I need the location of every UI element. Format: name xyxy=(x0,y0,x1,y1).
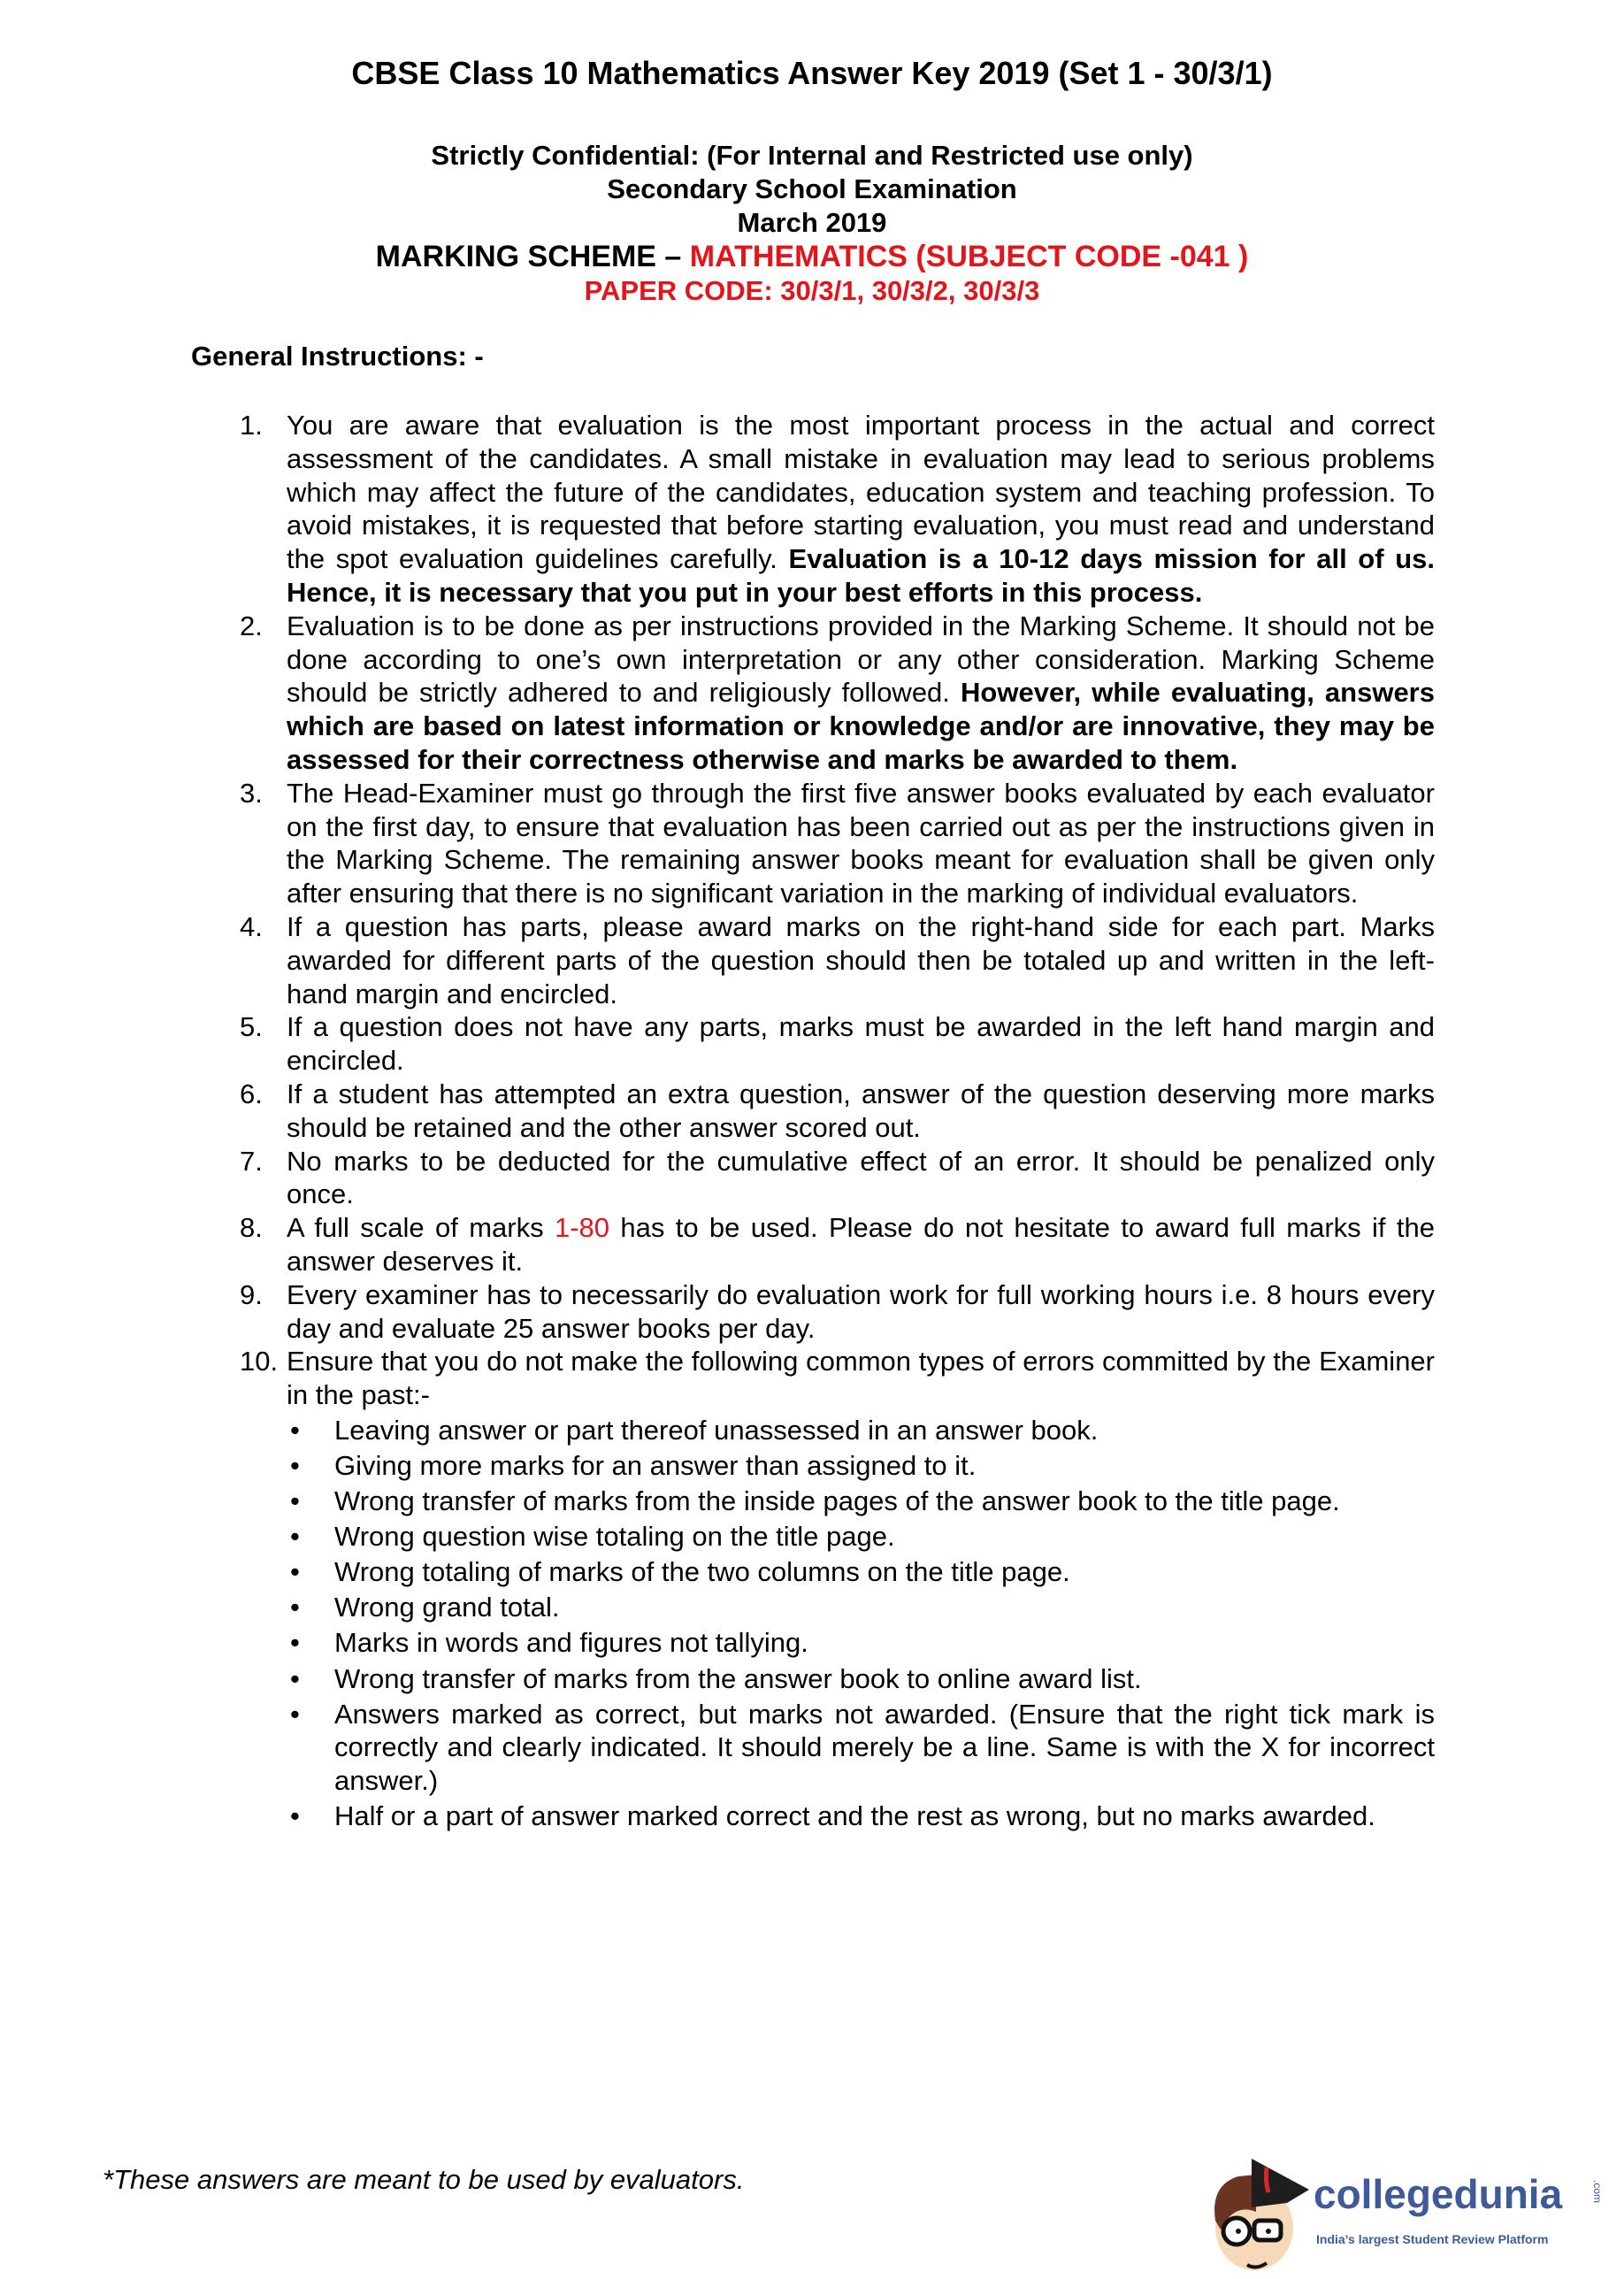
bullet-icon: • xyxy=(290,1698,300,1730)
item-text: You are aware that evaluation is the most important process in the actual and correct assessment of the candidates. A small mistake in evaluation may lead to serious problems which may affect the future of the candidates, education system and teaching profession. To avoid mistakes, it is requested that before starting evaluation, you must read and understand the spot evaluation guidelines carefully. xyxy=(287,410,1435,575)
item-text: A full scale of marks xyxy=(287,1212,555,1244)
item-number: 5. xyxy=(240,1011,263,1043)
item-number: 9. xyxy=(240,1278,263,1310)
error-text: Wrong transfer of marks from the inside pages of the answer book to the title page. xyxy=(334,1485,1340,1517)
item-text: Evaluation is to be done as per instructions provided in the Marking Scheme. It should not be done according to one’s own interpretation or any other consideration. Marking Scheme should be strictly adhered to and religiously followed. xyxy=(287,610,1435,709)
error-item xyxy=(287,1591,1435,1624)
error-item xyxy=(287,1414,1435,1447)
logo-com: .com xyxy=(1591,2180,1604,2204)
item-text: The Head-Examiner must go through the first five answer books evaluated by each evaluator on the first day, to ensure that evaluation has been carried out as per the instructions given in the Marking Scheme. The remaining answer books meant for evaluation shall be given only after ensuring that there is no significant variation in the marking of individual evaluators. xyxy=(287,777,1435,909)
instruction-item xyxy=(240,1345,1435,1833)
error-text: Wrong totaling of marks of the two columns on the title page. xyxy=(334,1556,1070,1588)
paper-code: PAPER CODE: 30/3/1, 30/3/2, 30/3/3 xyxy=(584,275,1040,306)
error-item xyxy=(287,1485,1435,1518)
item-number: 3. xyxy=(240,777,263,809)
logo-tagline: India’s largest Student Review Platform xyxy=(1316,2232,1549,2246)
bullet-icon: • xyxy=(290,1556,300,1588)
item-number: 2. xyxy=(240,610,263,641)
item-text: If a question has parts, please award marks on the right-hand side for each part. Marks awarded for different parts of the question should then be totaled up and written in the left-hand margin and encircled. xyxy=(287,910,1435,1009)
item-text: If a question does not have any parts, marks must be awarded in the left hand margin and encircled. xyxy=(287,1011,1435,1077)
item-bold-text: Evaluation is a 10-12 days mission for all of us. Hence, it is necessary that you put in your best efforts in this process. xyxy=(287,543,1435,608)
error-text: Giving more marks for an answer than assigned to it. xyxy=(334,1450,977,1481)
marks-range: 1-80 xyxy=(554,1212,610,1244)
error-text: Wrong question wise totaling on the title page. xyxy=(334,1521,895,1553)
error-item xyxy=(287,1555,1435,1589)
item-text: If a student has attempted an extra question, answer of the question deserving more marks should be retained and the other answer scored out. xyxy=(287,1078,1435,1143)
confidential-line: Strictly Confidential: (For Internal and Restricted use only) xyxy=(431,140,1193,171)
subject-code: MATHEMATICS (SUBJECT CODE -041 ) xyxy=(689,240,1249,273)
footer-note: *These answers are meant to be used by evaluators. xyxy=(103,2164,745,2195)
error-item xyxy=(287,1799,1435,1833)
item-number: 8. xyxy=(240,1212,263,1244)
error-text: Marks in words and figures not tallying. xyxy=(334,1627,808,1659)
error-text: Half or a part of answer marked correct and the rest as wrong, but no marks awarded. xyxy=(334,1800,1375,1832)
item-text: No marks to be deducted for the cumulative effect of an error. It should be penalized only once. xyxy=(287,1145,1435,1210)
error-text: Leaving answer or part thereof unassessed in an answer book. xyxy=(334,1414,1099,1446)
item-number: 1. xyxy=(240,410,263,441)
instruction-item xyxy=(240,1078,1435,1145)
collegedunia-logo xyxy=(1203,2150,1615,2274)
item-number: 6. xyxy=(240,1078,263,1109)
logo-wordmark: collegedunia xyxy=(1314,2171,1563,2217)
instruction-item xyxy=(240,1278,1435,1346)
exam-month: March 2019 xyxy=(737,207,887,238)
marking-scheme-line xyxy=(0,240,1624,274)
error-item xyxy=(287,1662,1435,1696)
bullet-icon: • xyxy=(290,1414,300,1446)
item-number: 7. xyxy=(240,1145,263,1177)
bullet-icon: • xyxy=(290,1450,300,1481)
item-number: 10. xyxy=(240,1346,279,1377)
instruction-item xyxy=(240,610,1435,777)
bullet-icon: • xyxy=(290,1627,300,1659)
error-text: Wrong transfer of marks from the answer book to online award list. xyxy=(334,1662,1142,1694)
error-item xyxy=(287,1626,1435,1660)
instruction-item xyxy=(240,1211,1435,1278)
instruction-item xyxy=(240,777,1435,910)
error-item xyxy=(287,1698,1435,1798)
item-number: 4. xyxy=(240,910,263,942)
bullet-icon: • xyxy=(290,1800,300,1832)
bullet-icon: • xyxy=(290,1592,300,1623)
item-bold-text: However, while evaluating, answers which are based on latest information or knowledge and/or are innovative, they may be assessed for their correctness otherwise and marks be awarded to them. xyxy=(287,677,1435,775)
mascot-icon xyxy=(1203,2150,1314,2274)
exam-name: Secondary School Examination xyxy=(607,173,1017,204)
instruction-item xyxy=(240,409,1435,610)
instruction-item xyxy=(240,910,1435,1010)
marking-scheme-label: MARKING SCHEME – xyxy=(375,240,690,273)
common-errors-list xyxy=(287,1414,1435,1833)
error-item xyxy=(287,1520,1435,1554)
instruction-item xyxy=(240,1145,1435,1212)
item-text: Every examiner has to necessarily do evaluation work for full working hours i.e. 8 hours every day and evaluate 25 answer books per day. xyxy=(287,1278,1435,1344)
bullet-icon: • xyxy=(290,1662,300,1694)
item-text: Ensure that you do not make the following common types of errors committed by the Examiner in the past:- xyxy=(287,1346,1435,1411)
error-item xyxy=(287,1449,1435,1483)
bullet-icon: • xyxy=(290,1485,300,1517)
document-title: CBSE Class 10 Mathematics Answer Key 2019 (Set 1 - 30/3/1) xyxy=(351,55,1273,91)
item-text: has to be used. Please do not hesitate to award full marks if the answer deserves it. xyxy=(287,1212,1435,1277)
error-text: Answers marked as correct, but marks not awarded. (Ensure that the right tick mark is correctly and clearly indicated. It should merely be a line. Same is with the X for incorrect answer.) xyxy=(334,1698,1435,1797)
general-instructions-heading: General Instructions: - xyxy=(191,341,484,372)
error-text: Wrong grand total. xyxy=(334,1592,560,1623)
bullet-icon: • xyxy=(290,1521,300,1553)
instructions-list xyxy=(240,409,1435,1835)
instruction-item xyxy=(240,1010,1435,1078)
